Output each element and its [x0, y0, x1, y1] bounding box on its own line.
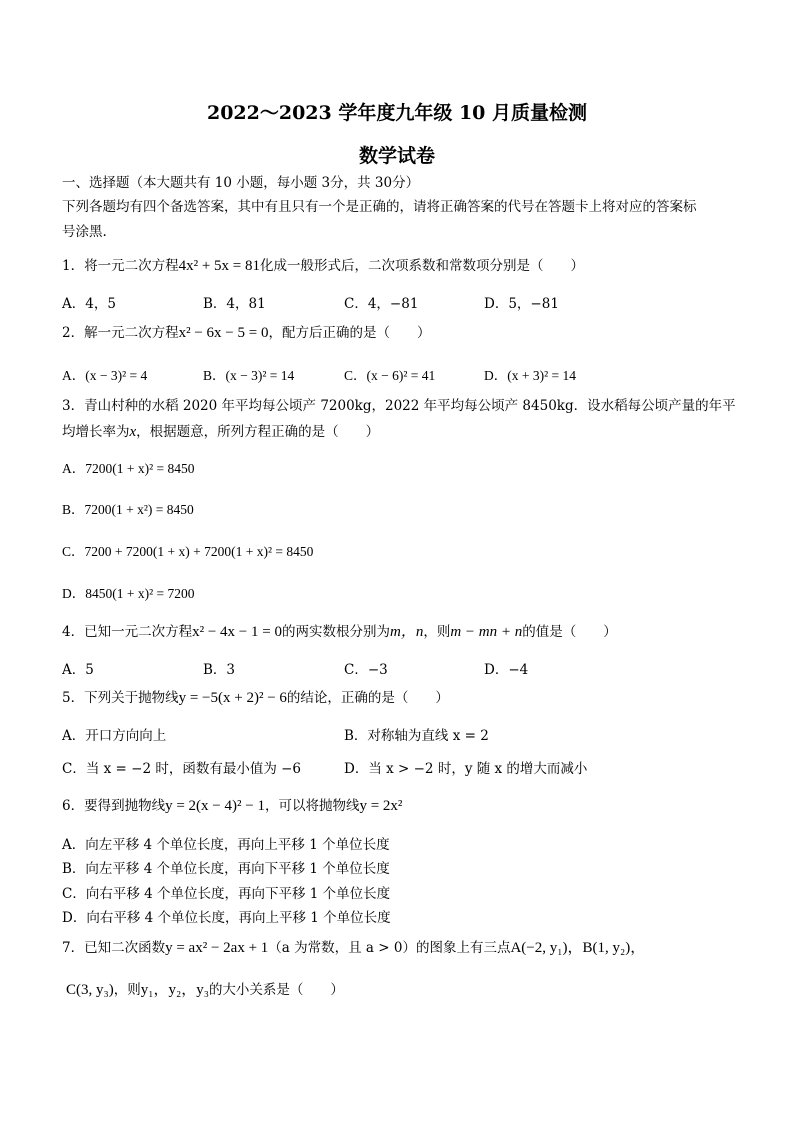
q7-condition: （a 为常数，且 a > 0）的图象上有三点 [268, 940, 511, 956]
q2-option-c: C．(x − 6)² = 41 [344, 368, 436, 383]
question-5-stem [62, 691, 449, 706]
instructions-line-1: 下列各题均有四个备选答案，其中有且只有一个是正确的，请将正确答案的代号在答题卡上将对应的答案标 [62, 199, 697, 215]
q7-equation: y = ax² − 2ax + 1 [165, 940, 269, 956]
question-1-stem [62, 259, 584, 274]
q6-prefix: 6．要得到抛物线 [62, 798, 166, 814]
q7-line2-mid: ，则 [113, 982, 141, 998]
q6-option-b: B．向左平移 4 个单位长度，再向下平移 1 个单位长度 [62, 861, 390, 877]
q4-equation: x² − 4x − 1 = 0 [192, 624, 282, 640]
q2-option-d: D．(x + 3)² = 14 [484, 368, 577, 383]
q7-vars: y₁，y₂，y₃ [140, 982, 209, 998]
q5-equation: y = −5(x + 2)² − 6 [178, 690, 287, 706]
question-4-stem [62, 625, 617, 640]
q5-prefix: 5．下列关于抛物线 [62, 690, 179, 706]
instructions-line-2: 号涂黑. [62, 224, 107, 240]
q2-suffix: ，配方后正确的是（ ） [268, 325, 431, 341]
q4-option-a: A．5 [62, 662, 94, 678]
q4-then: ，则 [423, 624, 451, 640]
q7-line2-suffix: 的大小关系是（ ） [208, 982, 344, 998]
question-7-line-2 [66, 983, 344, 998]
section-heading: 一、选择题（本大题共有 10 小题，每小题 3分，共 30分） [62, 175, 420, 191]
q3-option-a: A．7200(1 + x)² = 8450 [62, 461, 195, 476]
q1-suffix: 化成一般形式后，二次项系数和常数项分别是（ ） [260, 258, 585, 274]
q3-line2-suffix: ，根据题意，所列方程正确的是（ ） [136, 424, 380, 440]
question-6-stem [62, 799, 402, 814]
q3-option-d: D．8450(1 + x)² = 7200 [62, 586, 195, 601]
q4-option-d: D．−4 [484, 662, 529, 678]
q5-suffix: 的结论，正确的是（ ） [286, 690, 449, 706]
q1-option-b: B．4，81 [203, 296, 266, 312]
q6-equation-2: y = 2x² [359, 798, 403, 814]
q7-prefix: 7．已知二次函数 [62, 940, 166, 956]
exam-title: 2022～2023 学年度九年级 10 月质量检测 [206, 102, 588, 124]
question-7-line-1 [62, 941, 645, 956]
q5-option-b: B．对称轴为直线 x = 2 [344, 728, 489, 744]
q4-middle: 的两实数根分别为 [281, 624, 390, 640]
q3-line2-prefix: 均增长率为 [62, 424, 130, 440]
q4-prefix: 4．已知一元二次方程 [62, 624, 193, 640]
q4-vars: m，n [389, 624, 424, 640]
q2-prefix: 2．解一元二次方程 [62, 325, 179, 341]
q7-point-c: C(3, y₃) [66, 982, 114, 998]
q3-option-c: C．7200 + 7200(1 + x) + 7200(1 + x)² = 8450 [62, 544, 314, 559]
question-2-stem [62, 326, 430, 341]
q5-option-c: C．当 x = −2 时，函数有最小值为 −6 [62, 761, 302, 777]
q1-option-a: A．4，5 [62, 296, 116, 312]
q5-option-a: A．开口方向向上 [62, 728, 167, 744]
q6-option-d: D．向右平移 4 个单位长度，再向上平移 1 个单位长度 [62, 910, 391, 926]
q3-variable: x [129, 424, 137, 440]
q1-equation: 4x² + 5x = 81 [178, 258, 261, 274]
q1-option-d: D．5，−81 [484, 296, 559, 312]
q5-option-d: D．当 x > −2 时，y 随 x 的增大而减小 [344, 761, 588, 777]
q1-option-c: C．4，−81 [344, 296, 419, 312]
q4-expression: m − mn + n [450, 624, 523, 640]
q6-option-c: C．向右平移 4 个单位长度，再向下平移 1 个单位长度 [62, 886, 391, 902]
question-3-line-1: 3．青山村种的水稻 2020 年平均每公顷产 7200kg，2022 年平均每公顷产 8450kg．设水稻每公顷产量的年平 [62, 398, 736, 414]
exam-subtitle: 数学试卷 [358, 145, 435, 167]
q6-equation: y = 2(x − 4)² − 1 [165, 798, 265, 814]
q2-option-a: A．(x − 3)² = 4 [62, 368, 148, 383]
q2-equation: x² − 6x − 5 = 0 [178, 325, 269, 341]
q4-suffix: 的值是（ ） [522, 624, 617, 640]
q6-option-a: A．向左平移 4 个单位长度，再向上平移 1 个单位长度 [62, 837, 390, 853]
q7-points: A(−2, y₁)，B(1, y₂)， [510, 940, 646, 956]
q4-option-c: C．−3 [344, 662, 388, 678]
q1-prefix: 1．将一元二次方程 [62, 258, 179, 274]
q3-option-b: B．7200(1 + x²) = 8450 [62, 502, 194, 517]
question-3-line-2 [62, 425, 379, 440]
q4-option-b: B．3 [203, 662, 236, 678]
q2-option-b: B．(x − 3)² = 14 [203, 368, 295, 383]
q6-middle: ，可以将抛物线 [264, 798, 360, 814]
